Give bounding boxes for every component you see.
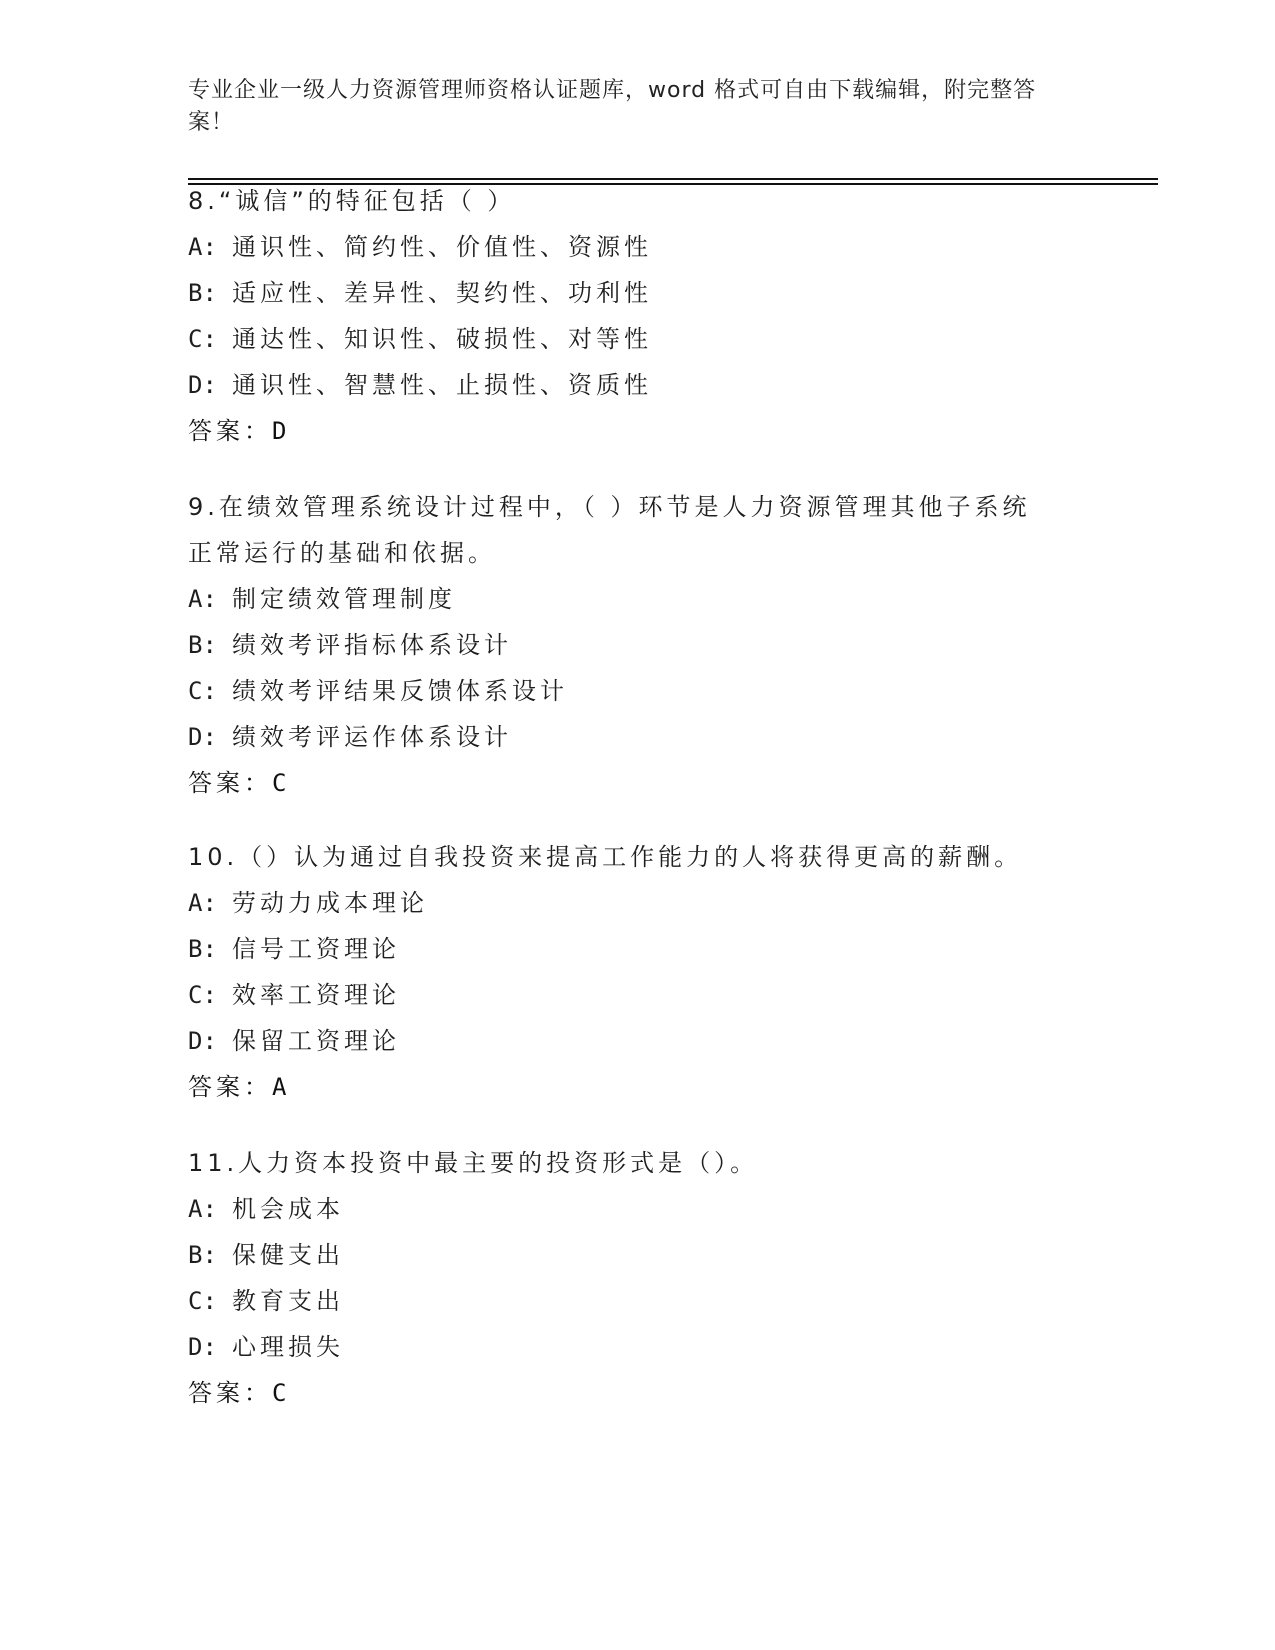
option-text: 绩效考评指标体系设计 <box>232 631 512 659</box>
option-text: 心理损失 <box>232 1333 344 1361</box>
document-page <box>188 0 1158 1650</box>
option-letter: B: <box>188 631 217 659</box>
answer-line <box>188 408 1088 454</box>
answer-line <box>188 1064 1088 1110</box>
option-a <box>188 880 1088 926</box>
option-text: 劳动力成本理论 <box>232 889 428 917</box>
option-letter: C: <box>188 981 217 1009</box>
option-c <box>188 1278 1088 1324</box>
option-c <box>188 316 1088 362</box>
option-letter: A: <box>188 1195 217 1223</box>
answer-value: C <box>272 769 291 797</box>
option-text: 绩效考评结果反馈体系设计 <box>232 677 568 705</box>
option-text: 保留工资理论 <box>232 1027 400 1055</box>
option-d <box>188 714 1088 760</box>
answer-value: D <box>272 417 291 445</box>
answer-label: 答案： <box>188 1073 272 1101</box>
option-b <box>188 1232 1088 1278</box>
answer-value: A <box>272 1073 291 1101</box>
option-c <box>188 972 1088 1018</box>
option-letter: D: <box>188 371 217 399</box>
answer-label: 答案： <box>188 417 272 445</box>
option-a <box>188 576 1088 622</box>
option-letter: D: <box>188 723 217 751</box>
option-a <box>188 224 1088 270</box>
option-text: 教育支出 <box>232 1287 344 1315</box>
option-letter: C: <box>188 325 217 353</box>
answer-line <box>188 1370 1088 1416</box>
option-text: 通识性、简约性、价值性、资源性 <box>232 233 652 261</box>
option-letter: D: <box>188 1027 217 1055</box>
question-stem: 9.在绩效管理系统设计过程中，（ ）环节是人力资源管理其他子系统正常运行的基础和依据。 <box>188 493 1031 567</box>
option-text: 效率工资理论 <box>232 981 400 1009</box>
question-9 <box>188 484 1088 806</box>
question-11 <box>188 1140 1088 1416</box>
question-stem: 10.（）认为通过自我投资来提高工作能力的人将获得更高的薪酬。 <box>188 843 1023 871</box>
option-d <box>188 362 1088 408</box>
option-letter: B: <box>188 279 217 307</box>
answer-value: C <box>272 1379 291 1407</box>
option-letter: C: <box>188 677 217 705</box>
question-stem: 11.人力资本投资中最主要的投资形式是（）。 <box>188 1149 759 1177</box>
option-d <box>188 1018 1088 1064</box>
option-text: 绩效考评运作体系设计 <box>232 723 512 751</box>
option-letter: A: <box>188 889 217 917</box>
option-d <box>188 1324 1088 1370</box>
option-letter: C: <box>188 1287 217 1315</box>
option-b <box>188 622 1088 668</box>
option-text: 保健支出 <box>232 1241 344 1269</box>
option-text: 制定绩效管理制度 <box>232 585 456 613</box>
option-b <box>188 270 1088 316</box>
option-text: 机会成本 <box>232 1195 344 1223</box>
option-text: 信号工资理论 <box>232 935 400 963</box>
option-b <box>188 926 1088 972</box>
answer-label: 答案： <box>188 1379 272 1407</box>
question-8 <box>188 178 1088 454</box>
option-letter: B: <box>188 1241 217 1269</box>
answer-line <box>188 760 1088 806</box>
option-text: 通识性、智慧性、止损性、资质性 <box>232 371 652 399</box>
option-c <box>188 668 1088 714</box>
option-letter: B: <box>188 935 217 963</box>
option-a <box>188 1186 1088 1232</box>
question-10 <box>188 834 1088 1110</box>
option-text: 适应性、差异性、契约性、功利性 <box>232 279 652 307</box>
document-header: 专业企业一级人力资源管理师资格认证题库，word 格式可自由下载编辑，附完整答案！ <box>188 78 1037 135</box>
answer-label: 答案： <box>188 769 272 797</box>
option-letter: A: <box>188 585 217 613</box>
option-letter: A: <box>188 233 217 261</box>
option-text: 通达性、知识性、破损性、对等性 <box>232 325 652 353</box>
question-stem: 8.“诚信”的特征包括（ ） <box>188 187 516 215</box>
option-letter: D: <box>188 1333 217 1361</box>
